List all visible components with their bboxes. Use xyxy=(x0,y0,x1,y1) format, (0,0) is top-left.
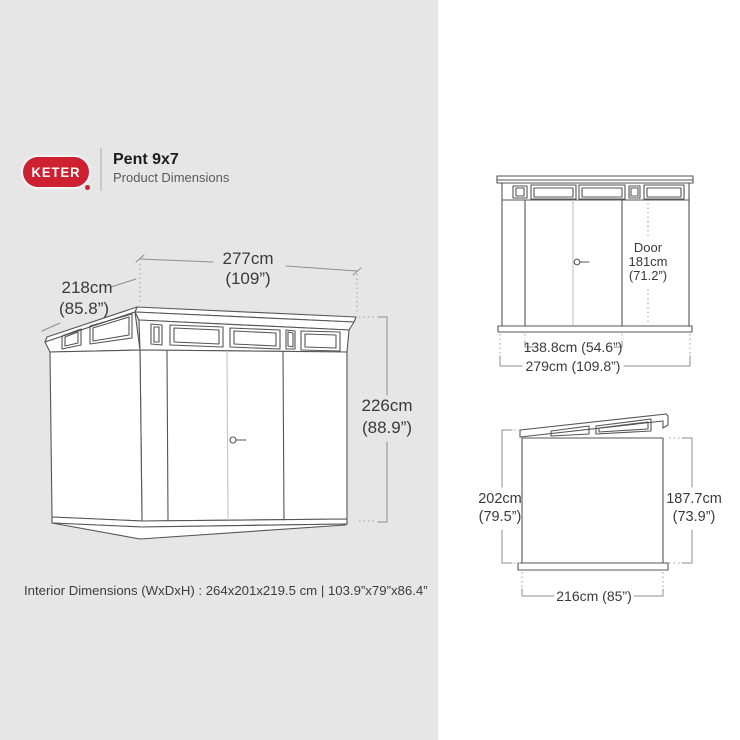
side-depth-label: 216cm (85”) xyxy=(556,588,632,604)
door-height-in-label: (71.2”) xyxy=(628,268,668,283)
page-title: Pent 9x7 xyxy=(113,151,179,168)
keter-logo-text: KETER xyxy=(31,164,81,180)
door-label: Door xyxy=(633,240,663,255)
side-right-height-dimension xyxy=(666,438,722,563)
iso-height-in-label: (88.9”) xyxy=(361,418,413,437)
side-depth-dimension xyxy=(522,572,663,604)
front-door-width-dimension xyxy=(524,334,623,355)
iso-width-dimension xyxy=(136,249,361,314)
door-height-cm-label: 181cm xyxy=(628,254,668,269)
page-subtitle: Product Dimensions xyxy=(113,170,230,185)
title-block xyxy=(113,150,333,186)
side-left-height-dimension xyxy=(478,430,522,563)
header-divider xyxy=(100,148,102,191)
elevation-diagrams xyxy=(438,0,740,740)
iso-depth-in-label: (85.8”) xyxy=(58,299,110,318)
door-width-label: 138.8cm (54.6”) xyxy=(523,339,623,355)
side-left-height-in-label: (79.5”) xyxy=(478,509,522,525)
iso-shed-drawing xyxy=(45,307,356,539)
interior-dimensions-note: Interior Dimensions (WxDxH) : 264x201x219.5 cm | 103.9”x79”x86.4” xyxy=(24,583,428,598)
iso-width-in-label: (109”) xyxy=(225,269,271,288)
iso-shed-diagram xyxy=(0,230,438,570)
right-panel xyxy=(438,0,740,740)
side-right-height-in-label: (73.9”) xyxy=(672,509,716,525)
side-elevation-drawing xyxy=(518,414,668,570)
iso-height-dimension xyxy=(359,317,413,522)
front-door-height-dimension xyxy=(628,203,667,322)
iso-depth-cm-label: 218cm xyxy=(61,278,113,297)
iso-height-cm-label: 226cm xyxy=(361,396,413,415)
side-right-height-cm-label: 187.7cm xyxy=(666,491,722,507)
side-left-height-cm-label: 202cm xyxy=(478,491,522,507)
registered-dot-icon xyxy=(85,185,90,190)
iso-width-cm-label: 277cm xyxy=(222,249,274,268)
overall-width-label: 279cm (109.8”) xyxy=(525,358,621,374)
keter-logo xyxy=(23,157,89,187)
